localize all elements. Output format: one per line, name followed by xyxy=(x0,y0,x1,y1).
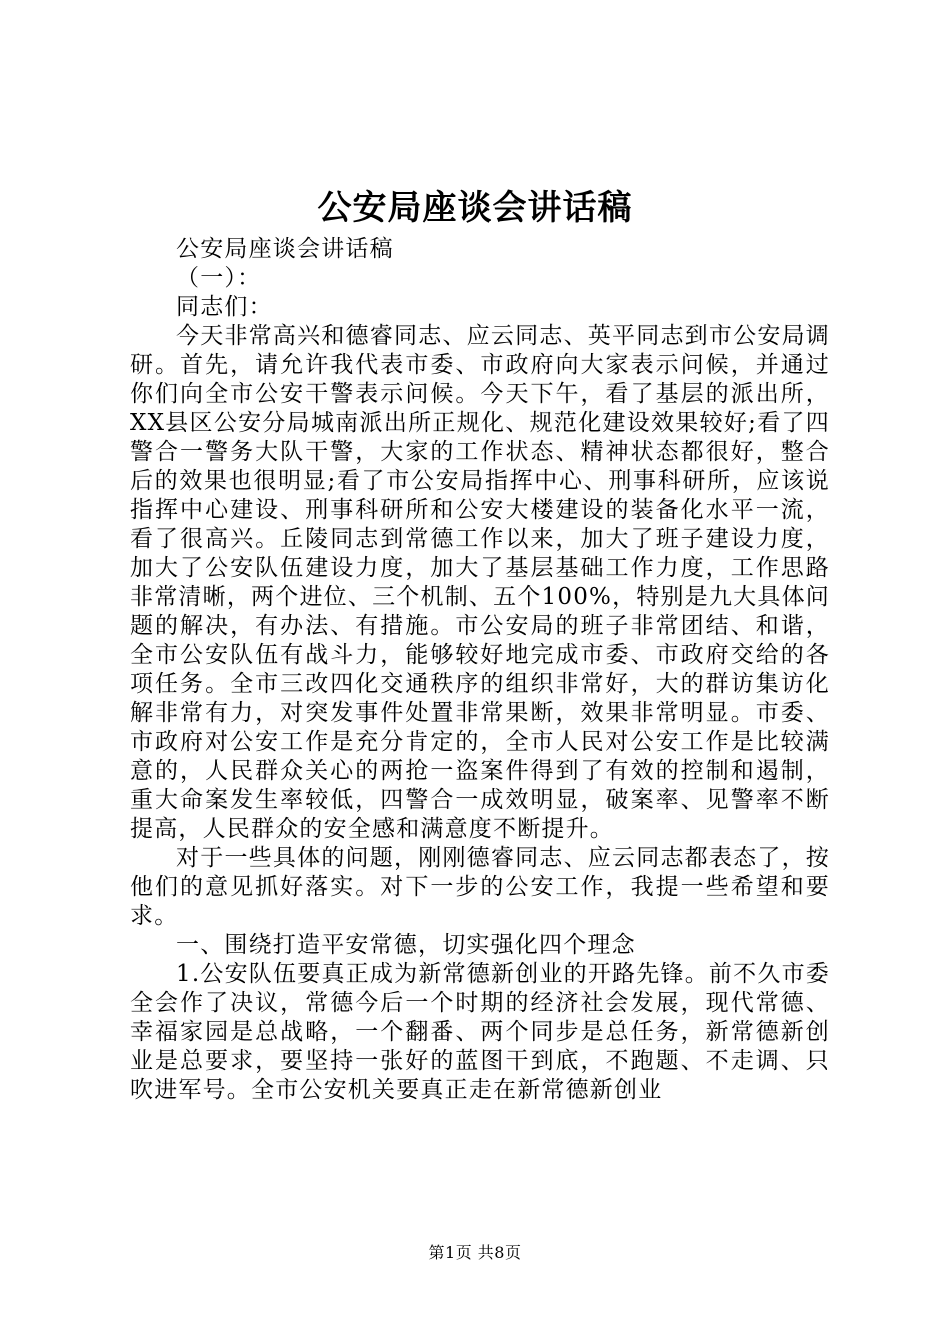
paragraph-subtitle: 公安局座谈会讲话稿 xyxy=(176,236,394,262)
paragraph-salutation: 同志们： xyxy=(176,294,273,320)
paragraph-section-marker: （一）： xyxy=(176,265,262,291)
paragraph-body: 1.公安队伍要真正成为新常德新创业的开路先锋。前不久市委全会作了决议，常德今后一个时期的经济社会发展，现代常德、幸福家园是总战略，一个翻番、两个同步是总任务，新常德新创业是总要求，要坚持一张好的蓝图干到底，不跑题、不走调、只吹进军号。全市公安机关要真正走在新常德新创业 xyxy=(130,961,830,1103)
document-title: 公安局座谈会讲话稿 xyxy=(317,188,633,228)
document-body xyxy=(130,235,830,1105)
paragraph-heading: 一、围绕打造平安常德，切实强化四个理念 xyxy=(176,932,636,958)
page-footer: 第1页 共8页 xyxy=(428,1243,522,1262)
paragraph-body: 对于一些具体的问题，刚刚德睿同志、应云同志都表态了，按他们的意见抓好落实。对下一步的公安工作，我提一些希望和要求。 xyxy=(130,845,830,929)
paragraph-body: 今天非常高兴和德睿同志、应云同志、英平同志到市公安局调研。首先，请允许我代表市委、市政府向大家表示问候，并通过你们向全市公安干警表示问候。今天下午，看了基层的派出所，XX县区公安分局城南派出所正规化、规范化建设效果较好;看了四警合一警务大队干警，大家的工作状态、精神状态都很好，整合后的效果也很明显;看了市公安局指挥中心、刑事科研所，应该说指挥中心建设、刑事科研所和公安大楼建设的装备化水平一流，看了很高兴。丘陵同志到常德工作以来，加大了班子建设力度，加大了公安队伍建设力度，加大了基层基础工作力度，工作思路非常清晰，两个进位、三个机制、五个100%，特别是九大具体问题的解决，有办法、有措施。市公安局的班子非常团结、和谐，全市公安队伍有战斗力，能够较好地完成市委、市政府交给的各项任务。全市三改四化交通秩序的组织非常好，大的群访集访化解非常有力，对突发事件处置非常果断，效果非常明显。市委、市政府对公安工作是充分肯定的，全市人民对公安工作是比较满意的，人民群众关心的两抢一盗案件得到了有效的控制和遏制，重大命案发生率较低，四警合一成效明显，破案率、见警率不断提高，人民群众的安全感和满意度不断提升。 xyxy=(130,323,830,842)
